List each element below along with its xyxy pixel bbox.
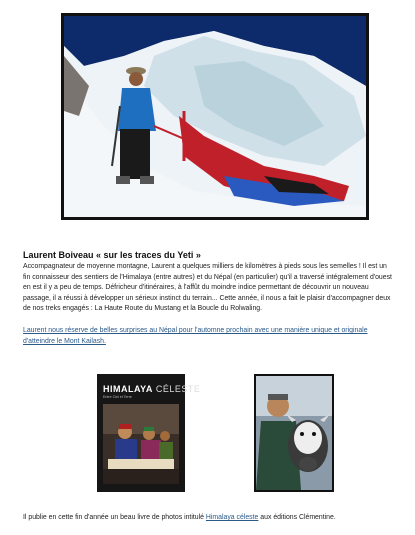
book-announcement [23, 513, 403, 523]
footer-prefix: Il publie en cette fin d'année un beau livre de photos intitulé [23, 514, 206, 521]
mountaineer-with-sled-photo [64, 16, 366, 217]
hero-photo-frame [61, 13, 369, 220]
man-with-yak-photo [256, 376, 332, 490]
footer-suffix: aux éditions Clémentine. [258, 514, 336, 521]
portrait-photo-frame [254, 374, 334, 492]
book-subtitle: Entre Ciel et Terre [103, 395, 132, 399]
book-title-bold: HIMALAYA [103, 384, 153, 394]
book-cover[interactable] [97, 374, 201, 492]
himalaya-celeste-link[interactable]: Himalaya céleste [205, 514, 259, 521]
book-title [103, 384, 200, 394]
article-body: Accompagnateur de moyenne montagne, Laurent a quelques milliers de kilomètres à pieds sous les semelles ! Il est un fin connaisseur des sentiers de l'Himalaya (entre autres) et du Népal (en particulier) qu'il a traversé intégralement d'ouest en est il y a peu de temps. Défricheur d'itinéraires, à l'affût du moindre indice permettant de découvrir un nouveau passage, il a réussi à développer un sérieux instinct du terrain... Cette année, il nous a fait le plaisir d'accompagner deux de nos treks engagés : La Haute Route du Mustang et la Boucle du Rolwaling. [23, 263, 392, 313]
article-heading: Laurent Boiveau « sur les traces du Yeti » [23, 250, 201, 260]
book-title-light: CÉLESTE [155, 384, 201, 394]
children-reading-photo [103, 404, 179, 484]
kailash-teaser-link[interactable]: Laurent nous réserve de belles surprises au Népal pour l'automne prochain avec une manière unique et originale d'atteindre le Mont Kailash. [23, 327, 368, 345]
